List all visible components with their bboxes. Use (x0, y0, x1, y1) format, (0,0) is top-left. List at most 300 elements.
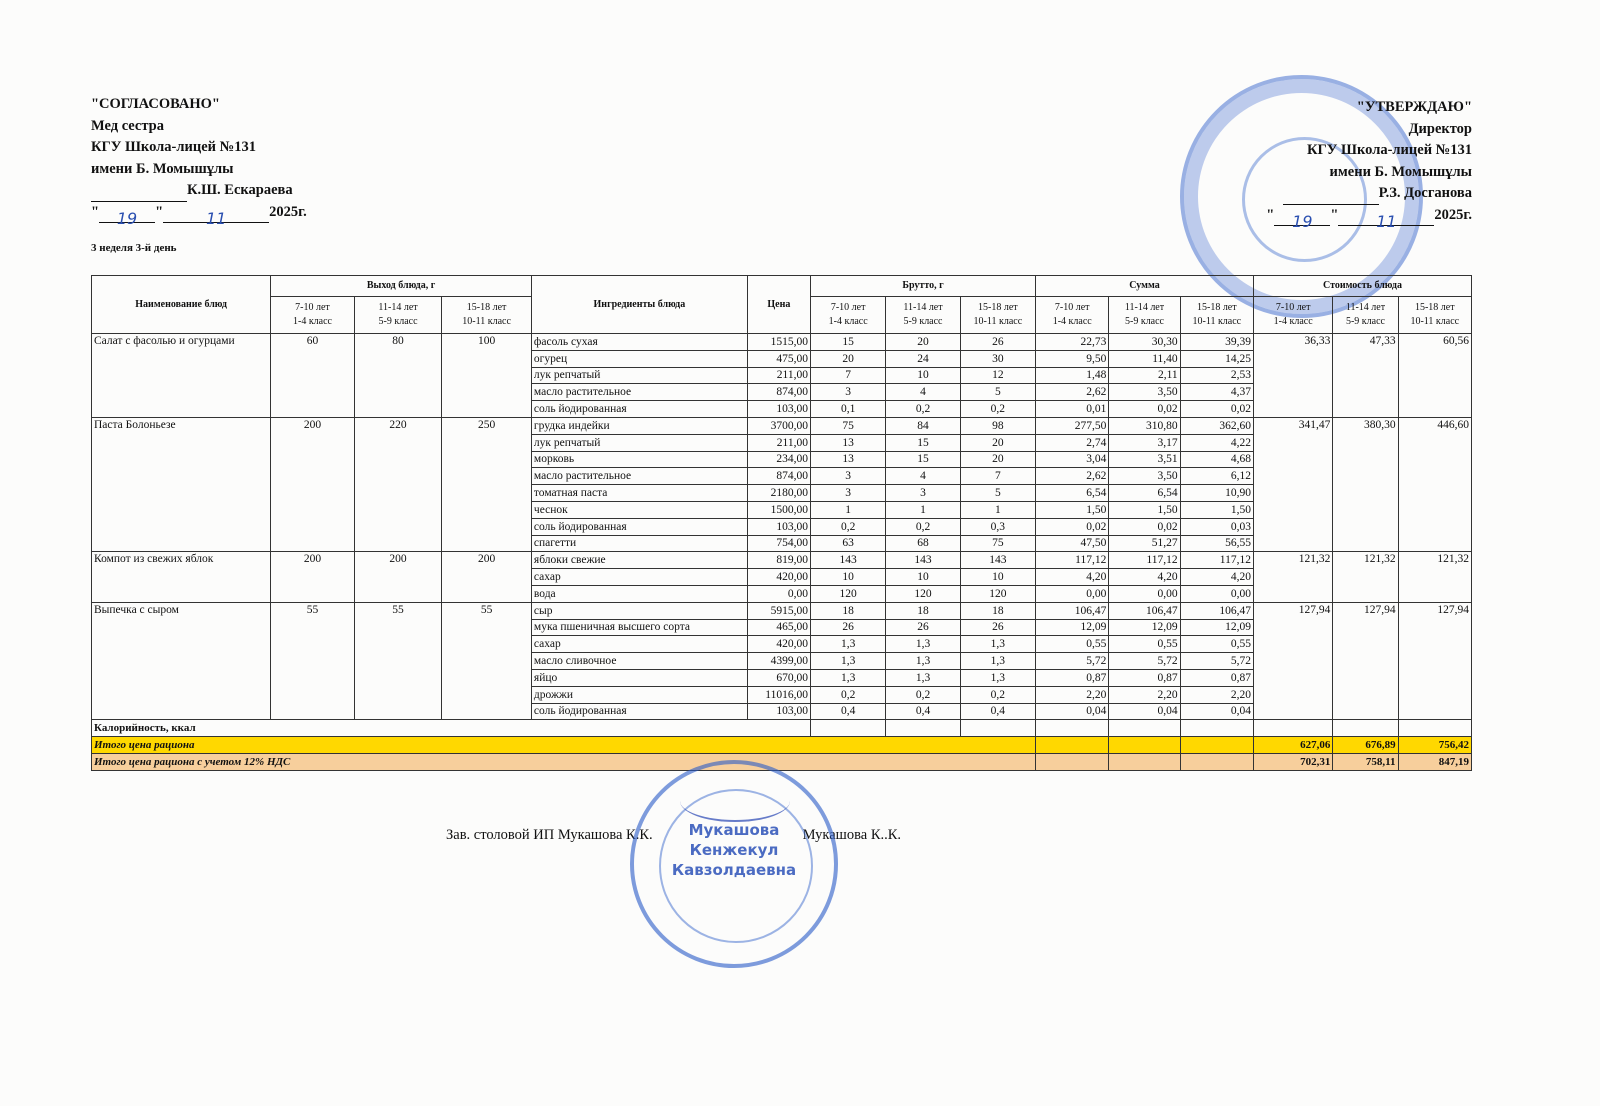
right-date-month-field (1338, 211, 1434, 231)
ingredient-sum: 0,04 (1109, 703, 1180, 720)
dish-portion: 200 (442, 552, 532, 602)
age-range: 15-18 лет (1414, 302, 1455, 313)
ingredient-sum: 2,53 (1180, 367, 1253, 384)
ingredient-name: вода (531, 585, 747, 602)
left-date-day-field (99, 208, 155, 228)
total-empty-cell (1109, 737, 1180, 754)
ingredient-brutto: 4 (886, 468, 960, 485)
dish-portion: 250 (442, 417, 532, 551)
ingredient-sum: 310,80 (1109, 417, 1180, 434)
ingredient-brutto: 18 (810, 602, 885, 619)
calories-label: Калорийность, ккал (92, 720, 811, 737)
seal-line-1: Мукашова (688, 821, 780, 839)
class-range: 5-9 класс (903, 316, 943, 327)
ingredient-sum: 0,01 (1036, 401, 1109, 418)
dish-portion: 55 (354, 602, 442, 720)
dish-cost: 60,56 (1398, 334, 1471, 418)
left-header-date: " 19 " 11 2025г. (91, 203, 307, 228)
left-header-org: КГУ Школа-лицей №131 (91, 139, 256, 155)
ingredient-sum: 2,74 (1036, 434, 1109, 451)
ingredient-brutto: 143 (886, 552, 960, 569)
ingredient-brutto: 20 (960, 451, 1035, 468)
ingredient-sum: 117,12 (1180, 552, 1253, 569)
ingredient-price: 874,00 (747, 468, 810, 485)
ingredient-brutto: 3 (810, 468, 885, 485)
ingredient-brutto: 24 (886, 350, 960, 367)
class-range: 1-4 класс (292, 316, 332, 327)
right-date-day-field (1274, 211, 1330, 231)
class-range: 10-11 класс (462, 316, 511, 327)
left-date-month: 11 (205, 209, 227, 228)
ration-total-vat-value: 758,11 (1333, 753, 1398, 770)
class-range: 1-4 класс (1273, 316, 1313, 327)
ingredient-brutto: 143 (960, 552, 1035, 569)
ingredient-brutto: 0,2 (886, 686, 960, 703)
ingredient-brutto: 0,4 (886, 703, 960, 720)
ingredient-brutto: 120 (960, 585, 1035, 602)
ingredient-sum: 51,27 (1109, 535, 1180, 552)
class-range: 5-9 класс (1125, 316, 1164, 327)
dish-cost: 380,30 (1333, 417, 1398, 551)
dish-portion: 100 (442, 334, 532, 418)
age-range: 11-14 лет (903, 302, 943, 313)
dish-portion: 60 (271, 334, 355, 418)
header-cost: Стоимость блюда (1253, 276, 1471, 297)
right-signature-field (1283, 190, 1379, 205)
ingredient-name: масло сливочное (531, 653, 747, 670)
ingredient-brutto: 0,1 (810, 401, 885, 418)
calories-row (92, 720, 1472, 737)
dish-name: Компот из свежих яблок (92, 552, 271, 602)
ingredient-price: 211,00 (747, 434, 810, 451)
ration-total-value: 676,89 (1333, 737, 1398, 754)
ingredient-brutto: 1,3 (886, 669, 960, 686)
ingredient-sum: 6,12 (1180, 468, 1253, 485)
age-group-header (271, 297, 355, 334)
calories-empty-cell (1036, 720, 1109, 737)
age-group-header (1036, 297, 1109, 334)
ingredient-name: томатная паста (531, 485, 747, 502)
ingredient-brutto: 0,2 (886, 518, 960, 535)
ingredient-sum: 30,30 (1109, 334, 1180, 351)
ingredient-sum: 362,60 (1180, 417, 1253, 434)
ingredient-sum: 5,72 (1109, 653, 1180, 670)
ingredient-brutto: 3 (886, 485, 960, 502)
age-group-header (1333, 297, 1398, 334)
canteen-manager-name: Мукашова К..К. (802, 827, 902, 843)
ingredient-sum: 4,22 (1180, 434, 1253, 451)
ingredient-sum: 5,72 (1180, 653, 1253, 670)
left-date-year: 2025г. (269, 203, 307, 220)
ingredient-brutto: 18 (886, 602, 960, 619)
ingredient-sum: 2,11 (1109, 367, 1180, 384)
ingredient-brutto: 0,2 (960, 401, 1035, 418)
table-row (92, 552, 1472, 569)
age-group-header (1398, 297, 1471, 334)
ingredient-price: 103,00 (747, 401, 810, 418)
ingredient-name: грудка индейки (531, 417, 747, 434)
ingredient-price: 1515,00 (747, 334, 810, 351)
ingredient-brutto: 1,3 (960, 636, 1035, 653)
table-row (92, 334, 1472, 351)
left-header-signature-line (91, 180, 307, 202)
right-date-month: 11 (1376, 212, 1397, 231)
ingredient-brutto: 98 (960, 417, 1035, 434)
ingredient-name: сахар (531, 569, 747, 586)
ingredient-sum: 0,55 (1180, 636, 1253, 653)
ingredient-sum: 4,68 (1180, 451, 1253, 468)
dish-cost: 121,32 (1333, 552, 1398, 602)
header-portion: Выход блюда, г (271, 276, 532, 297)
ingredient-brutto: 1,3 (886, 653, 960, 670)
left-date-month-field (163, 208, 269, 228)
ingredient-sum: 2,62 (1036, 384, 1109, 401)
calories-empty-cell (960, 720, 1035, 737)
ingredient-sum: 0,87 (1036, 669, 1109, 686)
header-ingredients: Ингредиенты блюда (531, 276, 747, 334)
ingredient-price: 1500,00 (747, 501, 810, 518)
ingredient-sum: 2,20 (1180, 686, 1253, 703)
table-row (92, 417, 1472, 434)
ingredient-name: масло растительное (531, 468, 747, 485)
ingredient-sum: 277,50 (1036, 417, 1109, 434)
ingredient-brutto: 15 (886, 434, 960, 451)
ration-total-row (92, 737, 1472, 754)
ingredient-name: соль йодированная (531, 401, 747, 418)
dish-cost: 127,94 (1253, 602, 1332, 720)
ingredient-price: 234,00 (747, 451, 810, 468)
right-date-year: 2025г. (1434, 206, 1472, 223)
seal-line-3: Кавзолдаевна (671, 861, 797, 879)
ingredient-brutto: 1,3 (810, 636, 885, 653)
total-empty-cell (1180, 753, 1253, 770)
calories-empty-cell (1253, 720, 1332, 737)
age-range: 15-18 лет (1196, 302, 1237, 313)
ingredient-name: яблоки свежие (531, 552, 747, 569)
ingredient-sum: 117,12 (1036, 552, 1109, 569)
ration-total-value: 756,42 (1398, 737, 1471, 754)
ingredient-brutto: 26 (810, 619, 885, 636)
age-group-header (442, 297, 532, 334)
age-range: 7-10 лет (1275, 302, 1311, 313)
ingredient-brutto: 15 (810, 334, 885, 351)
dish-cost: 341,47 (1253, 417, 1332, 551)
ingredient-price: 2180,00 (747, 485, 810, 502)
ingredient-brutto: 10 (886, 569, 960, 586)
ingredient-brutto: 26 (960, 619, 1035, 636)
ingredient-sum: 1,50 (1180, 501, 1253, 518)
ingredient-price: 420,00 (747, 636, 810, 653)
age-group-header (810, 297, 885, 334)
right-header-org: КГУ Школа-лицей №131 (1307, 142, 1472, 158)
ingredient-name: морковь (531, 451, 747, 468)
ingredient-price: 420,00 (747, 569, 810, 586)
ingredient-brutto: 10 (886, 367, 960, 384)
right-header-title: "УТВЕРЖДАЮ" (1356, 99, 1472, 115)
ingredient-sum: 0,55 (1036, 636, 1109, 653)
menu-table-body (92, 334, 1472, 771)
ingredient-sum: 39,39 (1180, 334, 1253, 351)
header-sum: Сумма (1036, 276, 1254, 297)
dish-portion: 200 (271, 417, 355, 551)
ingredient-brutto: 75 (960, 535, 1035, 552)
ingredient-brutto: 1,3 (960, 653, 1035, 670)
ingredient-brutto: 12 (960, 367, 1035, 384)
ingredient-brutto: 7 (960, 468, 1035, 485)
dish-cost: 127,94 (1398, 602, 1471, 720)
age-range: 11-14 лет (1124, 302, 1165, 313)
ingredient-name: чеснок (531, 501, 747, 518)
entrepreneur-seal-text (634, 820, 834, 880)
ingredient-brutto: 26 (960, 334, 1035, 351)
ingredient-sum: 3,50 (1109, 468, 1180, 485)
ingredient-sum: 4,37 (1180, 384, 1253, 401)
ingredient-sum: 0,00 (1036, 585, 1109, 602)
ingredient-sum: 2,20 (1036, 686, 1109, 703)
ingredient-sum: 10,90 (1180, 485, 1253, 502)
ingredient-brutto: 18 (960, 602, 1035, 619)
ingredient-brutto: 1 (960, 501, 1035, 518)
right-header-date: " 19 " 11 2025г. (1266, 206, 1472, 231)
age-group-header (1253, 297, 1332, 334)
ingredient-sum: 117,12 (1109, 552, 1180, 569)
ingredient-sum: 5,72 (1036, 653, 1109, 670)
ingredient-sum: 22,73 (1036, 334, 1109, 351)
ingredient-price: 670,00 (747, 669, 810, 686)
ingredient-brutto: 20 (886, 334, 960, 351)
ingredient-brutto: 0,4 (960, 703, 1035, 720)
header-price: Цена (747, 276, 810, 334)
menu-table (91, 275, 1472, 771)
age-range: 7-10 лет (295, 302, 330, 313)
age-group-header (354, 297, 442, 334)
age-group-header (1180, 297, 1253, 334)
ingredient-price: 465,00 (747, 619, 810, 636)
calories-empty-cell (886, 720, 960, 737)
ingredient-brutto: 75 (810, 417, 885, 434)
class-range: 10-11 класс (1192, 316, 1242, 327)
header-brutto: Брутто, г (810, 276, 1035, 297)
ingredient-brutto: 120 (810, 585, 885, 602)
ingredient-brutto: 5 (960, 384, 1035, 401)
total-empty-cell (1036, 753, 1109, 770)
ingredient-sum: 47,50 (1036, 535, 1109, 552)
ingredient-brutto: 10 (960, 569, 1035, 586)
ingredient-brutto: 143 (810, 552, 885, 569)
ingredient-brutto: 84 (886, 417, 960, 434)
age-range: 7-10 лет (1054, 302, 1090, 313)
ingredient-sum: 106,47 (1180, 602, 1253, 619)
ingredient-sum: 0,04 (1036, 703, 1109, 720)
dish-name: Выпечка с сыром (92, 602, 271, 720)
age-range: 7-10 лет (830, 302, 866, 313)
ingredient-brutto: 4 (886, 384, 960, 401)
ingredient-name: масло растительное (531, 384, 747, 401)
ingredient-sum: 0,02 (1109, 518, 1180, 535)
ingredient-brutto: 13 (810, 434, 885, 451)
canteen-manager-title: Зав. столовой ИП Мукашова К.К. (446, 827, 653, 843)
right-header-org-name: имени Б. Момышұлы (1329, 163, 1472, 180)
age-group-header (886, 297, 960, 334)
class-range: 10-11 класс (973, 316, 1023, 327)
ingredient-brutto: 68 (886, 535, 960, 552)
total-empty-cell (1036, 737, 1109, 754)
ingredient-name: дрожжи (531, 686, 747, 703)
ingredient-sum: 0,87 (1109, 669, 1180, 686)
ingredient-brutto: 120 (886, 585, 960, 602)
left-header-org-name: имени Б. Момышұлы (91, 160, 234, 177)
ingredient-brutto: 10 (810, 569, 885, 586)
ingredient-price: 3700,00 (747, 417, 810, 434)
ingredient-brutto: 20 (810, 350, 885, 367)
ingredient-sum: 3,04 (1036, 451, 1109, 468)
ingredient-price: 103,00 (747, 518, 810, 535)
ingredient-brutto: 0,2 (810, 686, 885, 703)
week-day-label: 3 неделя 3-й день (91, 242, 177, 254)
ingredient-sum: 106,47 (1109, 602, 1180, 619)
ingredient-name: сахар (531, 636, 747, 653)
ingredient-price: 874,00 (747, 384, 810, 401)
ingredient-sum: 3,17 (1109, 434, 1180, 451)
age-group-header (960, 297, 1035, 334)
calories-empty-cell (1333, 720, 1398, 737)
age-range: 15-18 лет (978, 302, 1018, 313)
ingredient-price: 0,00 (747, 585, 810, 602)
ingredient-price: 4399,00 (747, 653, 810, 670)
dish-cost: 121,32 (1253, 552, 1332, 602)
ingredient-sum: 0,02 (1180, 401, 1253, 418)
ingredient-brutto: 63 (810, 535, 885, 552)
ingredient-sum: 1,50 (1109, 501, 1180, 518)
age-range: 11-14 лет (378, 302, 418, 313)
ingredient-brutto: 1 (886, 501, 960, 518)
ingredient-sum: 12,09 (1109, 619, 1180, 636)
dish-portion: 200 (271, 552, 355, 602)
ingredient-brutto: 15 (886, 451, 960, 468)
ingredient-sum: 4,20 (1036, 569, 1109, 586)
calories-empty-cell (1398, 720, 1471, 737)
dish-portion: 55 (442, 602, 532, 720)
ingredient-name: спагетти (531, 535, 747, 552)
calories-empty-cell (1180, 720, 1253, 737)
handwritten-signature-scribble (680, 780, 790, 822)
ingredient-sum: 1,48 (1036, 367, 1109, 384)
seal-line-2: Кенжекул (689, 841, 779, 859)
left-signature-field (91, 187, 187, 202)
ingredient-sum: 11,40 (1109, 350, 1180, 367)
class-range: 1-4 класс (1052, 316, 1092, 327)
ingredient-name: огурец (531, 350, 747, 367)
table-row (92, 602, 1472, 619)
ingredient-price: 754,00 (747, 535, 810, 552)
ingredient-sum: 0,02 (1109, 401, 1180, 418)
ration-total-vat-value: 702,31 (1253, 753, 1332, 770)
ingredient-brutto: 3 (810, 485, 885, 502)
ingredient-price: 11016,00 (747, 686, 810, 703)
ingredient-sum: 0,02 (1036, 518, 1109, 535)
ingredient-price: 819,00 (747, 552, 810, 569)
ration-total-label: Итого цена рациона (92, 737, 1036, 754)
dish-name: Салат с фасолью и огурцами (92, 334, 271, 418)
ingredient-sum: 0,03 (1180, 518, 1253, 535)
ingredient-price: 103,00 (747, 703, 810, 720)
ingredient-sum: 6,54 (1036, 485, 1109, 502)
right-header-signer: Р.З. Досганова (1378, 185, 1472, 201)
ingredient-brutto: 1,3 (810, 653, 885, 670)
ingredient-sum: 1,50 (1036, 501, 1109, 518)
ingredient-price: 211,00 (747, 367, 810, 384)
ingredient-sum: 0,00 (1180, 585, 1253, 602)
ingredient-sum: 0,55 (1109, 636, 1180, 653)
ingredient-brutto: 3 (810, 384, 885, 401)
ingredient-sum: 12,09 (1036, 619, 1109, 636)
approval-right-block (1266, 97, 1472, 231)
dish-cost: 121,32 (1398, 552, 1471, 602)
left-header-signer: К.Ш. Ескараева (187, 182, 293, 198)
class-range: 5-9 класс (1345, 316, 1385, 327)
header-dish-name: Наименование блюд (92, 276, 271, 334)
right-header-position: Директор (1408, 120, 1472, 137)
class-range: 1-4 класс (828, 316, 868, 327)
ingredient-name: лук репчатый (531, 434, 747, 451)
ingredient-sum: 6,54 (1109, 485, 1180, 502)
ingredient-sum: 106,47 (1036, 602, 1109, 619)
left-header-position: Мед сестра (91, 117, 164, 134)
ingredient-brutto: 30 (960, 350, 1035, 367)
dish-cost: 127,94 (1333, 602, 1398, 720)
ingredient-brutto: 1,3 (810, 669, 885, 686)
ingredient-sum: 3,50 (1109, 384, 1180, 401)
ingredient-brutto: 13 (810, 451, 885, 468)
ingredient-brutto: 0,2 (886, 401, 960, 418)
ingredient-sum: 4,20 (1109, 569, 1180, 586)
approval-left-block (91, 94, 307, 228)
ration-total-vat-row (92, 753, 1472, 770)
ingredient-name: лук репчатый (531, 367, 747, 384)
ingredient-sum: 14,25 (1180, 350, 1253, 367)
ingredient-sum: 2,20 (1109, 686, 1180, 703)
dish-portion: 200 (354, 552, 442, 602)
ingredient-sum: 4,20 (1180, 569, 1253, 586)
dish-cost: 47,33 (1333, 334, 1398, 418)
ingredient-name: яйцо (531, 669, 747, 686)
dish-portion: 80 (354, 334, 442, 418)
ingredient-price: 5915,00 (747, 602, 810, 619)
ingredient-brutto: 1 (810, 501, 885, 518)
ingredient-brutto: 26 (886, 619, 960, 636)
ingredient-name: соль йодированная (531, 518, 747, 535)
ration-total-vat-value: 847,19 (1398, 753, 1471, 770)
dish-portion: 55 (271, 602, 355, 720)
class-range: 5-9 класс (378, 316, 418, 327)
right-header-signature-line (1266, 183, 1472, 205)
ingredient-brutto: 7 (810, 367, 885, 384)
dish-cost: 36,33 (1253, 334, 1332, 418)
ingredient-sum: 12,09 (1180, 619, 1253, 636)
dish-cost: 446,60 (1398, 417, 1471, 551)
ingredient-name: мука пшеничная высшего сорта (531, 619, 747, 636)
ingredient-sum: 2,62 (1036, 468, 1109, 485)
total-empty-cell (1180, 737, 1253, 754)
ingredient-sum: 0,87 (1180, 669, 1253, 686)
ingredient-sum: 56,55 (1180, 535, 1253, 552)
ration-total-vat-label: Итого цена рациона с учетом 12% НДС (92, 753, 1036, 770)
ingredient-brutto: 0,4 (810, 703, 885, 720)
ration-total-value: 627,06 (1253, 737, 1332, 754)
ingredient-sum: 0,00 (1109, 585, 1180, 602)
ingredient-brutto: 5 (960, 485, 1035, 502)
ingredient-name: соль йодированная (531, 703, 747, 720)
